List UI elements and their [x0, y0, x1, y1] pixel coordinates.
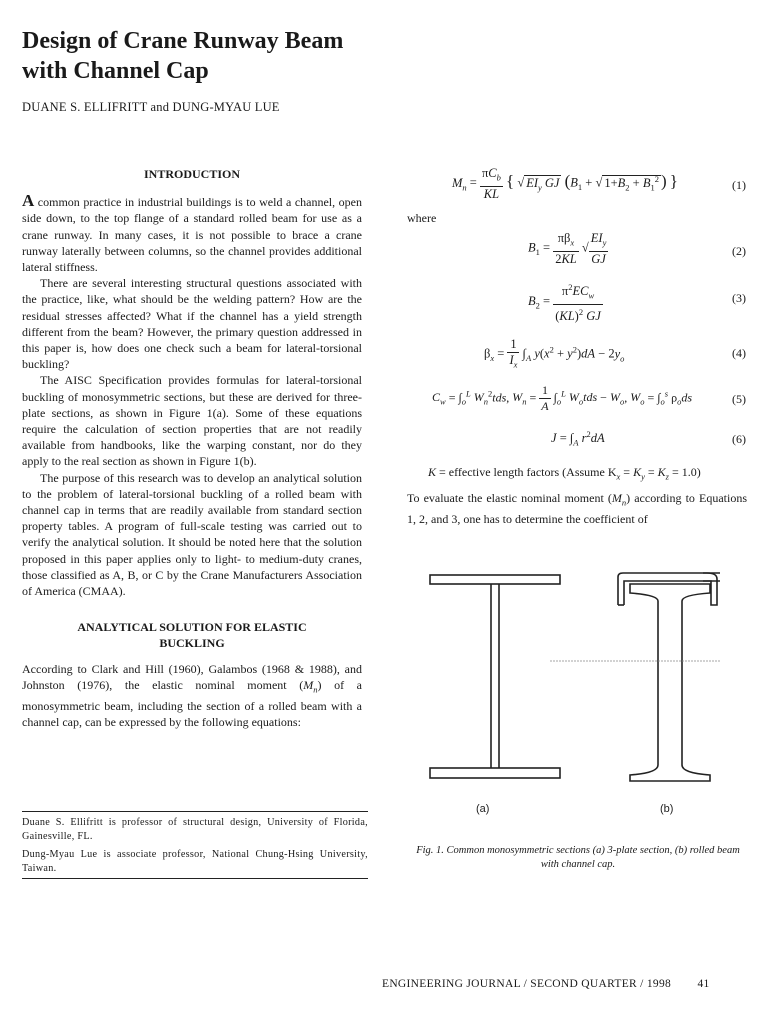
- equation-number-2: (2): [732, 244, 746, 258]
- intro-paragraph-4: The purpose of this research was to develop an analytical solution to the problem of lateral-torsional buckling of a rolled beam with channel cap in terms that are readily available from standard section property tables. A program of full-scale testing was carried out to verify the analytical solution. It should be noted here that the solution proposed in this paper applies only to light- to medium-duty cranes, those classified as A, B, or C by the Crane Manufacturers Association of America (CMAA).: [22, 470, 362, 599]
- rolled-beam-with-channel-drawing: [618, 573, 720, 781]
- author-footnotes: [22, 811, 368, 879]
- intro-paragraph-2: There are several interesting structural questions associated with the practice, like, what should be the welding pattern? How are the residual stresses affected? What if the channel has a yield strength different from the beam? However, the primary question addressed in this paper is, how does one check such a beam for lateral-torsional buckling?: [22, 276, 362, 372]
- equation-5: $C_w = \int_o^L$ $W_n^2tds$, $W_n$ = $\frac{1}{A}$ $\int_o^L$ $W_otds - W_o$, $W_o = \int_o^s$ $\rho_ods$: [432, 383, 692, 413]
- three-plate-section-drawing: [430, 575, 560, 778]
- equation-2: $B_1$ = $\frac{\pi\beta_x}{2KL}$ √ $\frac{EI_y}{GJ}$: [528, 231, 607, 266]
- intro-paragraph-1: A common practice in industrial buildings is to weld a channel, open side down, to the top flange of a standard rolled beam for use as a crane runway. In many cases, it is not possible to brace a crane runway laterally between columns, so the channel provides additional lateral stiffness.: [22, 191, 362, 275]
- equation-number-4: (4): [732, 346, 746, 360]
- introduction-heading: INTRODUCTION: [143, 167, 240, 181]
- drop-cap: A: [22, 191, 35, 211]
- equation-number-1: (1): [732, 178, 746, 192]
- equation-6: $J = \int_A$ $r^2dA$: [551, 429, 605, 448]
- footer-page-number: 41: [697, 978, 710, 990]
- authors: DUANE S. ELLIFRITT and DUNG-MYAU LUE: [22, 100, 280, 114]
- figure-1: [420, 565, 720, 825]
- equation-number-6: (6): [732, 432, 746, 446]
- effective-length-note: K = effective length factors (Assume $K_x = K_y = K_z = 1.0$): [428, 465, 701, 482]
- where-label: where: [407, 211, 437, 225]
- equation-4: $\beta_x$ = $\frac{1}{I_x}$ $\int_A$ $y(x^2 + y^2)dA - 2y_o$: [484, 337, 625, 370]
- analytical-paragraph-1: According to Clark and Hill (1960), Galambos (1968 & 1988), and Johnston (1976), the elastic nominal moment $(M_n)$ of a monosymmetric beam, including the section of a rolled beam with a channel cap, can be expressed by the following equations:: [22, 662, 362, 730]
- footnote-ellifritt: Duane S. Ellifritt is professor of structural design, University of Florida, Gainesville, FL.: [22, 817, 368, 842]
- equation-3: $B_2$ = $\frac{\pi^2EC_w}{(KL)^2 GJ}$: [528, 282, 601, 323]
- page-footer: [382, 978, 710, 990]
- equation-1: $M_n$ = $\frac{\pi C_b}{KL}$ { √ $EI_y$ GJ ($B_1$ + √ $1+B_2 + B_1^2$ ) }: [452, 166, 678, 201]
- evaluate-paragraph: To evaluate the elastic nominal moment $(M_n)$ according to Equations 1, 2, and 3, one has to determine the coefficient of: [407, 491, 747, 526]
- equation-number-3: (3): [732, 291, 746, 305]
- footer-journal: ENGINEERING JOURNAL / SECOND QUARTER / 1998: [382, 978, 672, 990]
- figure-label-b: (b): [660, 803, 674, 815]
- figure-caption: Fig. 1. Common monosymmetric sections (a) 3-plate section, (b) rolled beam with channel cap.: [416, 845, 740, 870]
- left-column: [22, 160, 362, 730]
- title-line-1: Design of Crane Runway Beam: [22, 28, 344, 54]
- paper-title: [22, 26, 442, 86]
- footnote-lue: Dung-Myau Lue is associate professor, National Chung-Hsing University, Taiwan.: [22, 849, 368, 874]
- figure-label-a: (a): [476, 803, 490, 815]
- equation-number-5: (5): [732, 392, 746, 406]
- intro-paragraph-3: The AISC Specification provides formulas for lateral-torsional buckling of monosymmetric sections, but these are derived for three-plate sections, as shown in Figure 1(a). Some of these equations require the calculation of section properties that are not readily available from handbooks, like the warping constant, nor do they apply to the real section as shown in Figure 1(b).: [22, 373, 362, 469]
- title-line-2: with Channel Cap: [22, 58, 209, 84]
- analytical-heading: ANALYTICAL SOLUTION FOR ELASTIC BUCKLING: [77, 620, 307, 651]
